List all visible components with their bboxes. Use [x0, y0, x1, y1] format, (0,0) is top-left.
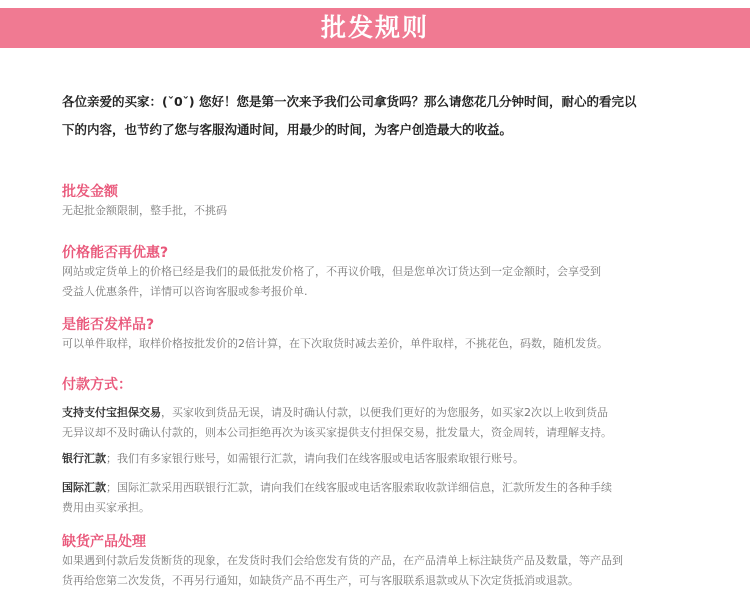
section-heading: 批发金额: [62, 184, 118, 200]
alipay-label: 支持支付宝担保交易: [62, 406, 161, 419]
section-text: 货再给您第二次发货，不再另行通知，如缺货产品不再生产，可与客服联系退款或从下次定货抵消或退款。: [62, 574, 579, 587]
section-text: 可以单件取样，取样价格按批发价的2倍计算，在下次取货时减去差价，单件取样，不挑花色，码数，随机发货。: [62, 337, 608, 350]
section-text: 无起批金额限制，整手批，不挑码: [62, 204, 227, 217]
section-heading: 价格能否再优惠?: [62, 245, 169, 261]
payment-intl-line-1: 国际汇款；国际汇款采用西联银行汇款，请向我们在线客服或电话客服索取收款详细信息，汇款所发生的各种手续: [62, 481, 612, 494]
intro-line-1: 各位亲爱的买家：(ˇ0ˇ) 您好！您是第一次来予我们公司拿货吗？那么请您花几分钟时间，耐心的看完以: [62, 94, 637, 109]
section-text: 如果遇到付款后发货断货的现象，在发货时我们会给您发有货的产品，在产品清单上标注缺货产品及数量，等产品到: [62, 554, 623, 567]
section-heading: 付款方式：: [62, 377, 132, 393]
intro-paragraph: [62, 88, 692, 144]
section-samples: [62, 316, 722, 354]
section-price-discount: [62, 244, 722, 302]
section-payment: [62, 376, 722, 518]
payment-bank-line: 银行汇款；我们有多家银行账号，如需银行汇款，请向我们在线客服或电话客服索取银行账号。: [62, 452, 524, 465]
section-text: 受益人优惠条件，详情可以咨询客服或参考报价单.: [62, 285, 308, 298]
intro-line-2: 下的内容，也节约了您与客服沟通时间，用最少的时间，为客户创造最大的收益。: [62, 122, 513, 137]
section-heading: 缺货产品处理: [62, 534, 146, 550]
section-text: 网站或定货单上的价格已经是我们的最低批发价格了，不再议价哦，但是您单次订货达到一定金额时，会享受到: [62, 265, 601, 278]
page-title: 批发规则: [320, 13, 429, 42]
payment-intl-line-2: 费用由买家承担。: [62, 501, 150, 514]
section-out-of-stock: [62, 533, 722, 591]
payment-alipay-line-2: 无异议却不及时确认付款的，则本公司拒绝再次为该买家提供支付担保交易，批发量大，资金周转，请理解支持。: [62, 426, 612, 439]
section-heading: 是能否发样品?: [62, 317, 155, 333]
intl-label: 国际汇款: [62, 481, 106, 494]
section-wholesale-amount: [62, 183, 722, 221]
payment-alipay-line-1: 支持支付宝担保交易，买家收到货品无误，请及时确认付款，以便我们更好的为您服务，如买家2次以上收到货品: [62, 406, 608, 419]
bank-label: 银行汇款: [62, 452, 106, 465]
title-banner: [0, 8, 750, 48]
